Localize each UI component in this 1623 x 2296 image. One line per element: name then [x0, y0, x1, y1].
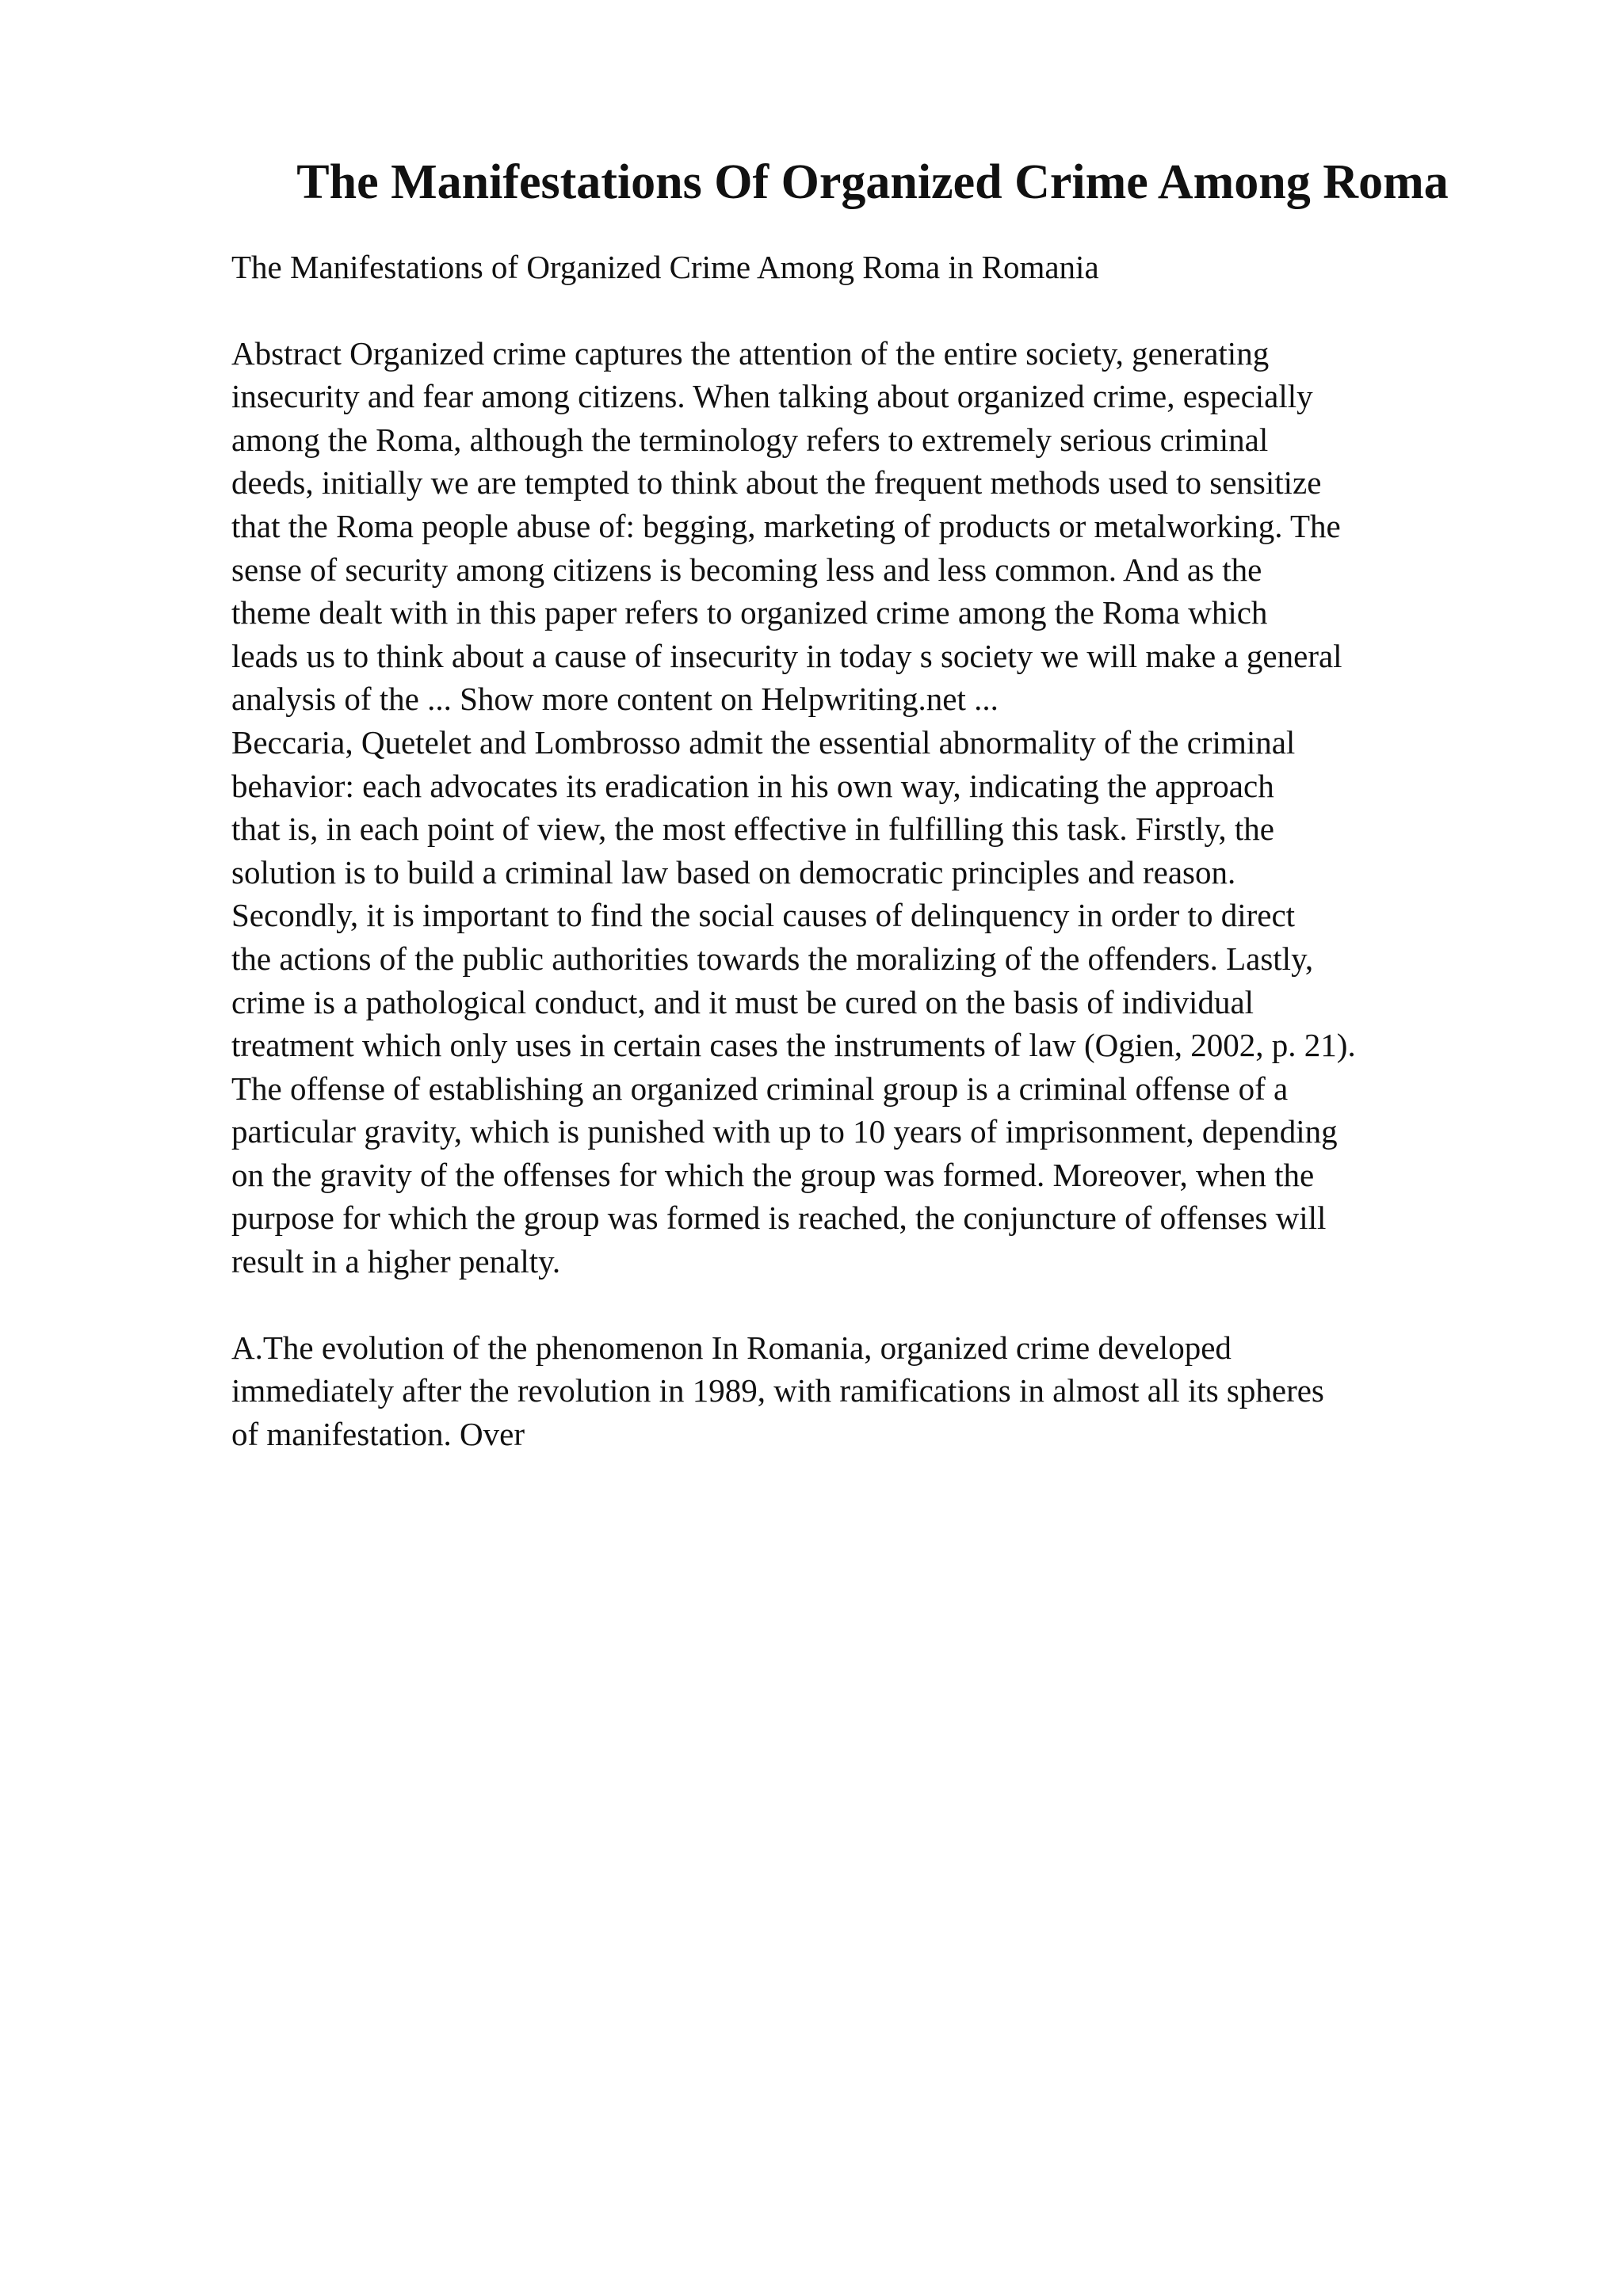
text-line: on the gravity of the offenses for which the group was formed. Moreover, when the [231, 1156, 1315, 1193]
document-title: The Manifestations Of Organized Crime Among Roma [296, 155, 1449, 209]
text-line: The offense of establishing an organized criminal group is a criminal offense of a [231, 1070, 1289, 1107]
text-line: sense of security among citizens is becoming less and less common. And as the [231, 551, 1262, 588]
text-line: Abstract Organized crime captures the attention of the entire society, generating [231, 334, 1270, 372]
paragraph-spacer [231, 1283, 1499, 1326]
text-line: Secondly, it is important to find the social causes of delinquency in order to direct [231, 897, 1296, 934]
text-line: that is, in each point of view, the most effective in fulfilling this task. Firstly, the [231, 810, 1274, 848]
subtitle-line: The Manifestations of Organized Crime Among Roma in Romania [231, 249, 1099, 285]
text-line: Beccaria, Quetelet and Lombrosso admit the essential abnormality of the criminal [231, 723, 1296, 761]
text-line: among the Roma, although the terminology refers to extremely serious criminal [231, 421, 1269, 458]
text-line: insecurity and fear among citizens. When talking about organized crime, especially [231, 378, 1313, 415]
text-line: treatment which only uses in certain cases the instruments of law (Ogien, 2002, p. 21). [231, 1027, 1356, 1064]
text-line: result in a higher penalty. [231, 1243, 561, 1280]
text-line: leads us to think about a cause of insecurity in today s society we will make a general [231, 637, 1342, 674]
text-line: purpose for which the group was formed is reached, the conjuncture of offenses will [231, 1199, 1327, 1237]
text-line: the actions of the public authorities towards the moralizing of the offenders. Lastly, [231, 940, 1314, 977]
text-line: solution is to build a criminal law based on democratic principles and reason. [231, 853, 1236, 891]
text-line: theme dealt with in this paper refers to organized crime among the Roma which [231, 594, 1268, 631]
text-line: A.The evolution of the phenomenon In Romania, organized crime developed [231, 1329, 1232, 1366]
paragraph-evolution [231, 1326, 1499, 1456]
text-line: analysis of the ... Show more content on Helpwriting.net ... [231, 681, 999, 718]
text-line: of manifestation. Over [231, 1415, 525, 1452]
text-line: immediately after the revolution in 1989, with ramifications in almost all its spheres [231, 1372, 1324, 1409]
paragraph-abstract [231, 332, 1499, 1283]
text-line: behavior: each advocates its eradication in his own way, indicating the approach [231, 767, 1274, 804]
document-body [231, 246, 1499, 1455]
text-line: crime is a pathological conduct, and it must be cured on the basis of individual [231, 983, 1254, 1020]
text-line: that the Roma people abuse of: begging, marketing of products or metalworking. The [231, 507, 1341, 544]
text-line: deeds, initially we are tempted to think about the frequent methods used to sensitize [231, 464, 1322, 502]
text-line: particular gravity, which is punished with up to 10 years of imprisonment, depending [231, 1113, 1338, 1150]
document-subtitle [231, 246, 1499, 289]
paragraph-spacer [231, 289, 1499, 332]
